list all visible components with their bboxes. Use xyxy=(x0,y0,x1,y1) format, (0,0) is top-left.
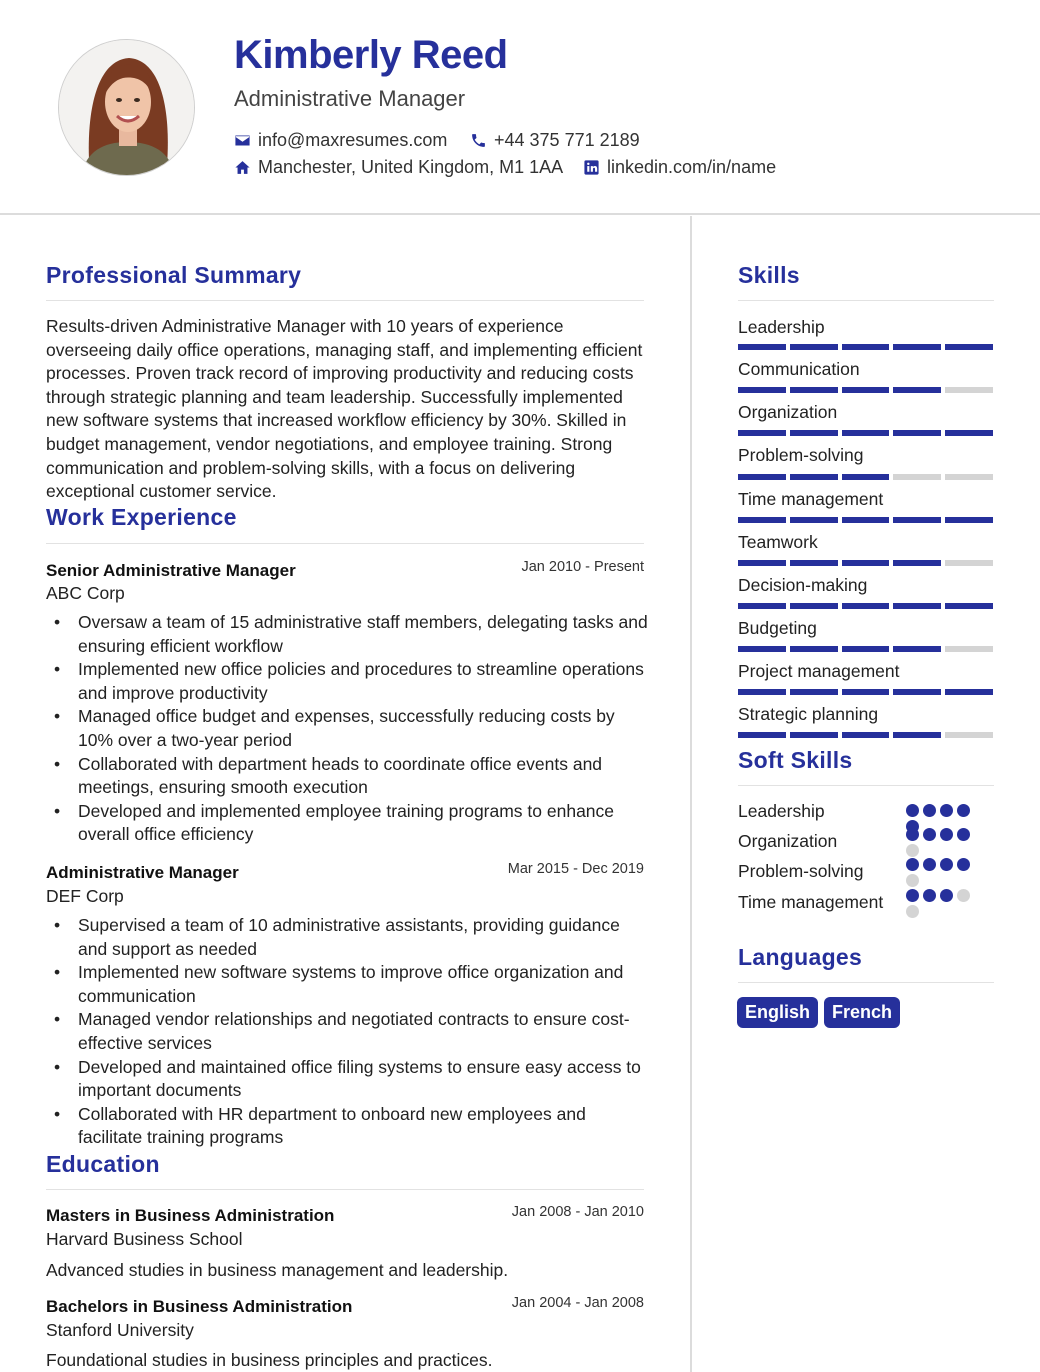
skill-segment-filled xyxy=(893,430,941,436)
phone-icon xyxy=(470,132,487,149)
skill-segment-filled xyxy=(842,603,890,609)
skill-segment-filled xyxy=(738,387,786,393)
address-text: Manchester, United Kingdom, M1 1AA xyxy=(258,157,564,177)
rating-dot-filled xyxy=(923,858,936,871)
skill-segment-filled xyxy=(842,560,890,566)
degree-description: Advanced studies in business management and leadership. xyxy=(46,1260,509,1280)
skill-segment-filled xyxy=(738,732,786,738)
job-company: ABC Corp xyxy=(46,583,125,603)
degree-title: Bachelors in Business Administration xyxy=(46,1297,353,1316)
skill-segment-filled xyxy=(893,387,941,393)
language-tag-french: French xyxy=(824,997,900,1028)
skill-segment-filled xyxy=(893,344,941,350)
skill-segment-filled xyxy=(738,517,786,523)
language-tag-english: English xyxy=(737,997,818,1028)
rating-dot-empty xyxy=(906,844,919,857)
skill-segment-filled xyxy=(790,344,838,350)
skill-segment-filled xyxy=(842,732,890,738)
person-portrait-icon xyxy=(59,40,195,176)
job-title: Administrative Manager xyxy=(46,863,239,882)
soft-skill-dots xyxy=(906,889,978,918)
skill-segment-empty xyxy=(945,646,993,652)
address-contact xyxy=(234,157,563,178)
envelope-icon xyxy=(234,132,251,149)
list-item: • Collaborated with HR department to onboard new employees and facilitate training programs xyxy=(78,1103,648,1150)
skills-heading: Skills xyxy=(738,262,800,288)
skill-segment-filled xyxy=(790,474,838,480)
soft-skills-heading: Soft Skills xyxy=(738,747,853,773)
skill-segment-filled xyxy=(945,344,993,350)
skill-segment-filled xyxy=(893,689,941,695)
soft-skills-rule xyxy=(738,785,994,786)
rating-dot-filled xyxy=(957,804,970,817)
rating-dot-filled xyxy=(940,889,953,902)
rating-dot-filled xyxy=(923,889,936,902)
rating-dot-filled xyxy=(940,858,953,871)
list-item: • Managed vendor relationships and negotiated contracts to ensure cost-effective services xyxy=(78,1008,648,1055)
list-item: • Developed and implemented employee training programs to enhance overall office efficiency xyxy=(78,800,648,847)
rating-dot-filled xyxy=(906,858,919,871)
skill-segment-filled xyxy=(842,517,890,523)
skill-segment-filled xyxy=(893,732,941,738)
skill-segment-filled xyxy=(738,474,786,480)
skill-segment-filled xyxy=(842,474,890,480)
skill-segment-filled xyxy=(738,560,786,566)
skill-segment-filled xyxy=(945,689,993,695)
rating-dot-filled xyxy=(940,828,953,841)
rating-dot-filled xyxy=(923,804,936,817)
skill-segment-filled xyxy=(893,603,941,609)
skill-segment-filled xyxy=(790,689,838,695)
skill-segment-filled xyxy=(790,430,838,436)
list-item: • Implemented new software systems to improve office organization and communication xyxy=(78,961,648,1008)
skill-label: Organization xyxy=(738,402,838,422)
skill-segment-filled xyxy=(738,430,786,436)
skill-segment-filled xyxy=(842,646,890,652)
skill-label: Project management xyxy=(738,661,900,681)
skill-bar xyxy=(738,430,993,436)
soft-skill-label: Problem-solving xyxy=(738,861,864,881)
skill-label: Leadership xyxy=(738,317,825,337)
skill-bar xyxy=(738,603,993,609)
soft-skill-label: Leadership xyxy=(738,801,825,821)
list-item: • Collaborated with department heads to coordinate office events and meetings, ensuring smooth execution xyxy=(78,753,648,800)
skill-bar xyxy=(738,689,993,695)
experience-rule xyxy=(46,543,644,544)
summary-text: Results-driven Administrative Manager with 10 years of experience overseeing daily office operations, managing staff, and implementing efficient processes. Proven track record of improving productivity and reducing costs through strategic planning and team leadership. Successfully implemented new software systems that increased workflow efficiency by 30%. Skilled in budget management, vendor negotiations, and employee training. Strong communication and problem-solving skills, with a focus on delivering exceptional customer service. xyxy=(46,316,643,502)
skill-segment-filled xyxy=(945,430,993,436)
rating-dot-filled xyxy=(906,889,919,902)
email-text: info@maxresumes.com xyxy=(258,130,448,150)
skill-segment-filled xyxy=(893,646,941,652)
skill-segment-empty xyxy=(945,474,993,480)
job-bullets xyxy=(78,611,648,847)
rating-dot-empty xyxy=(957,889,970,902)
skill-segment-filled xyxy=(945,603,993,609)
job-date: Mar 2015 - Dec 2019 xyxy=(507,861,644,877)
list-item: • Managed office budget and expenses, successfully reducing costs by 10% over a two-year period xyxy=(78,705,648,752)
skill-label: Teamwork xyxy=(738,532,818,552)
skill-bar xyxy=(738,517,993,523)
list-item: • Supervised a team of 10 administrative assistants, providing guidance and support as needed xyxy=(78,914,648,961)
school-name: Harvard Business School xyxy=(46,1229,243,1249)
skill-label: Decision-making xyxy=(738,575,868,595)
rating-dot-filled xyxy=(923,828,936,841)
job-title: Senior Administrative Manager xyxy=(46,561,296,580)
skill-segment-empty xyxy=(945,387,993,393)
skill-segment-filled xyxy=(893,560,941,566)
list-item: • Implemented new office policies and procedures to streamline operations and improve productivity xyxy=(78,658,648,705)
skill-bar xyxy=(738,646,993,652)
skill-bar xyxy=(738,387,993,393)
education-rule xyxy=(46,1189,644,1190)
skill-bar xyxy=(738,474,993,480)
skill-segment-filled xyxy=(790,560,838,566)
skill-bar xyxy=(738,560,993,566)
skill-segment-filled xyxy=(790,517,838,523)
skill-segment-filled xyxy=(842,344,890,350)
language-tags xyxy=(737,997,900,1028)
skill-segment-filled xyxy=(790,387,838,393)
degree-date: Jan 2008 - Jan 2010 xyxy=(511,1204,644,1220)
email-contact[interactable] xyxy=(234,130,447,151)
skill-label: Problem-solving xyxy=(738,445,864,465)
linkedin-text: linkedin.com/in/name xyxy=(607,157,777,177)
rating-dot-empty xyxy=(906,905,919,918)
phone-contact[interactable] xyxy=(470,130,640,151)
degree-description: Foundational studies in business principles and practices. xyxy=(46,1350,493,1370)
degree-date: Jan 2004 - Jan 2008 xyxy=(511,1295,644,1311)
column-divider xyxy=(690,216,692,1372)
experience-heading: Work Experience xyxy=(46,504,237,530)
skill-label: Strategic planning xyxy=(738,704,879,724)
skill-segment-filled xyxy=(738,603,786,609)
candidate-title: Administrative Manager xyxy=(234,86,466,111)
skill-segment-filled xyxy=(790,603,838,609)
profile-photo xyxy=(58,39,195,176)
degree-title: Masters in Business Administration xyxy=(46,1206,335,1225)
rating-dot-filled xyxy=(906,804,919,817)
soft-skill-dots xyxy=(906,858,978,887)
school-name: Stanford University xyxy=(46,1320,194,1340)
soft-skill-dots xyxy=(906,828,978,857)
rating-dot-filled xyxy=(940,804,953,817)
skill-bar xyxy=(738,344,993,350)
skill-label: Time management xyxy=(738,489,884,509)
job-date: Jan 2010 - Present xyxy=(521,559,644,575)
skill-label: Communication xyxy=(738,359,860,379)
soft-skill-label: Time management xyxy=(738,892,884,912)
skill-segment-filled xyxy=(842,689,890,695)
skills-rule xyxy=(738,300,994,301)
rating-dot-filled xyxy=(906,828,919,841)
skill-segment-filled xyxy=(945,517,993,523)
skill-segment-filled xyxy=(738,344,786,350)
skill-segment-filled xyxy=(842,430,890,436)
home-icon xyxy=(234,159,251,176)
phone-text: +44 375 771 2189 xyxy=(494,130,640,150)
skill-segment-filled xyxy=(738,689,786,695)
skill-segment-filled xyxy=(842,387,890,393)
languages-rule xyxy=(738,982,994,983)
skill-segment-filled xyxy=(893,517,941,523)
job-company: DEF Corp xyxy=(46,886,124,906)
summary-rule xyxy=(46,300,644,301)
rating-dot-filled xyxy=(957,858,970,871)
job-bullets xyxy=(78,914,648,1150)
soft-skill-label: Organization xyxy=(738,831,838,851)
list-item: • Oversaw a team of 15 administrative staff members, delegating tasks and ensuring efficient workflow xyxy=(78,611,648,658)
summary-heading: Professional Summary xyxy=(46,262,302,288)
rating-dot-filled xyxy=(957,828,970,841)
resume-header xyxy=(0,0,1040,215)
rating-dot-empty xyxy=(906,874,919,887)
languages-heading: Languages xyxy=(738,944,863,970)
skill-segment-filled xyxy=(790,732,838,738)
skill-segment-empty xyxy=(945,560,993,566)
candidate-name: Kimberly Reed xyxy=(234,33,508,77)
skill-bar xyxy=(738,732,993,738)
list-item: • Developed and maintained office filing systems to ensure easy access to important documents xyxy=(78,1056,648,1103)
skill-segment-filled xyxy=(790,646,838,652)
education-heading: Education xyxy=(46,1151,160,1177)
linkedin-icon xyxy=(583,159,600,176)
skill-label: Budgeting xyxy=(738,618,817,638)
skill-segment-filled xyxy=(738,646,786,652)
linkedin-contact[interactable] xyxy=(583,157,776,178)
skill-segment-empty xyxy=(893,474,941,480)
skill-segment-empty xyxy=(945,732,993,738)
